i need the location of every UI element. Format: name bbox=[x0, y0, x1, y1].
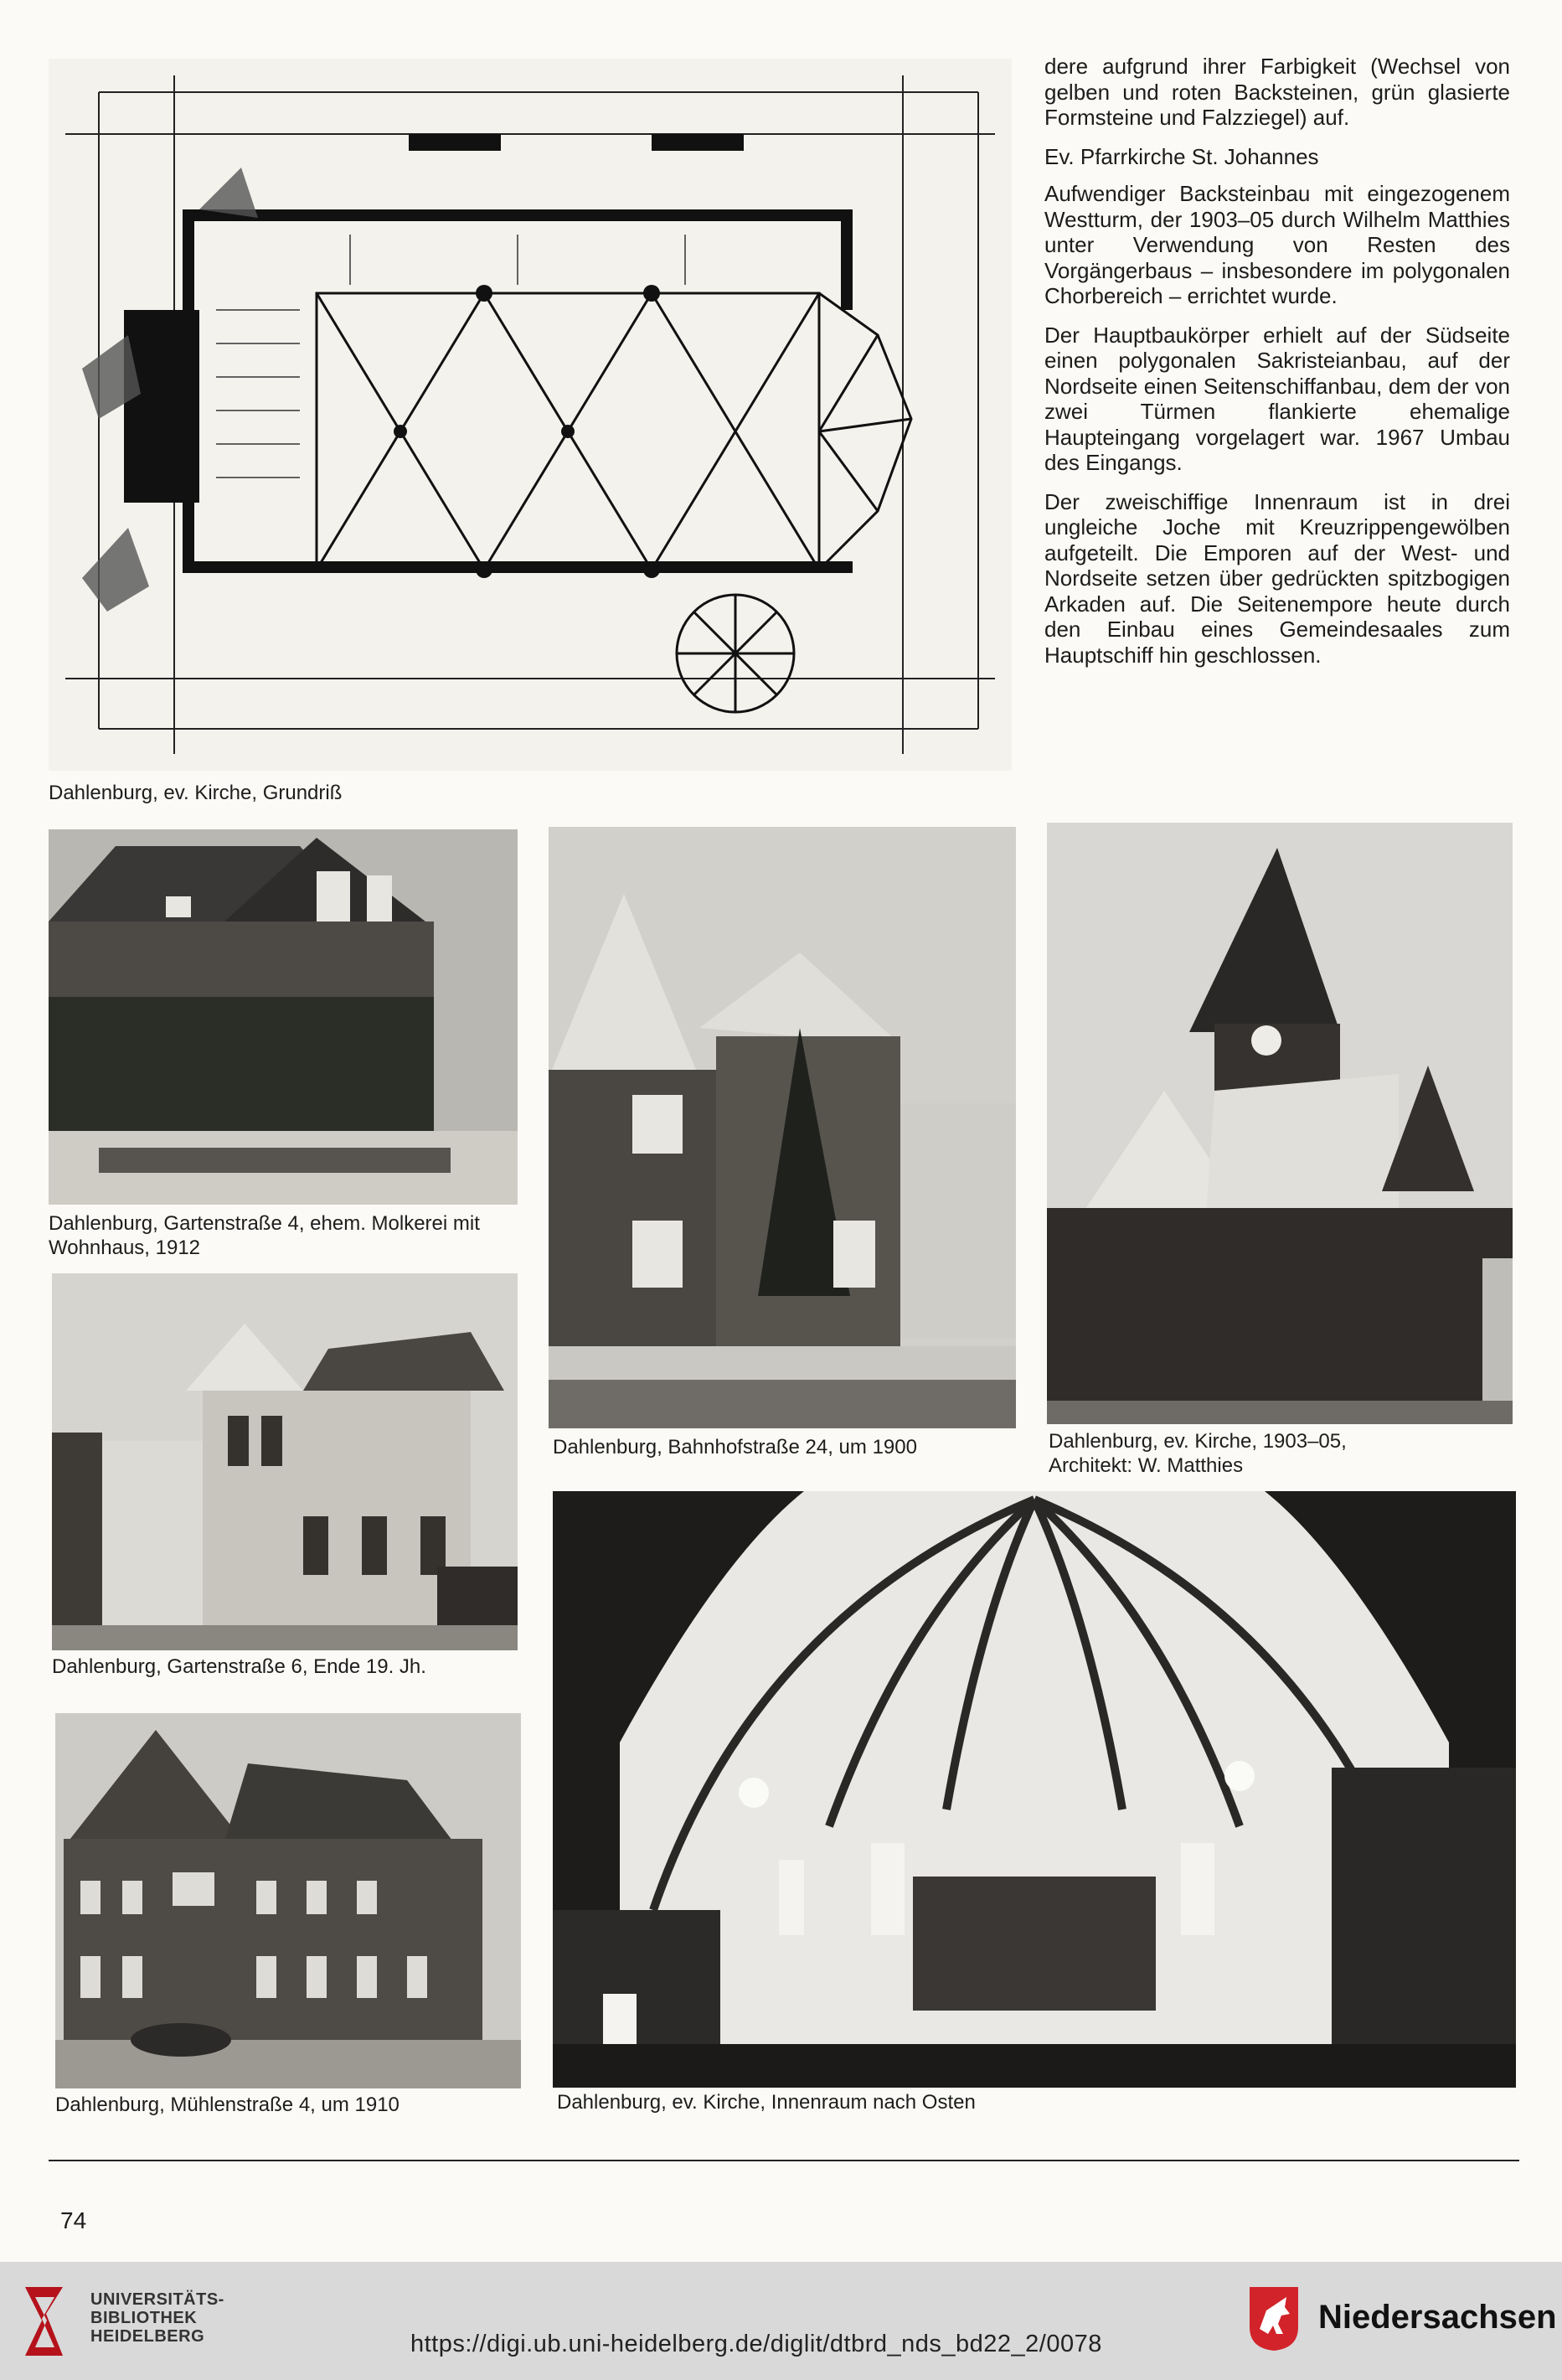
photo-bahnhofstrasse bbox=[549, 827, 1016, 1428]
photo-gartenstrasse-6 bbox=[52, 1273, 518, 1650]
molkerei-caption-line: Wohnhaus, 1912 bbox=[49, 1236, 201, 1259]
article-paragraph-1: Aufwendiger Backsteinbau mit eingezogenem Westturm, der 1903–05 durch Wilhelm Matthies unter Verwendung von Resten des Vorgängerbaus – insbesondere im polygonalen Chorbereich – errichtet wurde. bbox=[1044, 181, 1510, 308]
floorplan-drawing bbox=[49, 59, 1012, 771]
footer-rule bbox=[49, 2160, 1519, 2161]
floorplan-caption: Dahlenburg, ev. Kirche, Grundriß bbox=[49, 782, 343, 804]
article-text bbox=[1044, 54, 1510, 681]
muehlenstrasse-caption: Dahlenburg, Mühlenstraße 4, um 1910 bbox=[55, 2093, 400, 2116]
digitization-footer bbox=[0, 2262, 1562, 2380]
molkerei-caption bbox=[49, 1211, 480, 1260]
photo-molkerei bbox=[49, 829, 518, 1205]
photo-kirche bbox=[1047, 823, 1513, 1424]
university-heidelberg-logo-icon[interactable] bbox=[17, 2280, 75, 2362]
photo-innenraum bbox=[553, 1491, 1516, 2088]
molkerei-caption-line: Dahlenburg, Gartenstraße 4, ehem. Molkerei mit bbox=[49, 1212, 480, 1235]
article-paragraph-2: Der Hauptbaukörper erhielt auf der Südseite einen polygonalen Sakristeianbau, auf der Nordseite einen Seitenschiffanbau, dem der von zwei Türmen flankierte ehemalige Haupteingang vorgelagert war. 1967 Umbau des Eingangs. bbox=[1044, 322, 1510, 475]
library-line: BIBLIOTHEK bbox=[90, 2309, 198, 2327]
article-paragraph-3: Der zweischiffige Innenraum ist in drei ungleiche Joche mit Kreuzrippengewölben aufgeteilt. Die Emporen auf der West- und Nordseite setzen über gedrückten spitzbogigen Arkaden auf. Die Seitenempore heute durch den Einbau eines Gemeindesaales zum Hauptschiff hin geschlossen. bbox=[1044, 488, 1510, 668]
library-line: UNIVERSITÄTS- bbox=[90, 2290, 224, 2309]
gartenstrasse-6-caption: Dahlenburg, Gartenstraße 6, Ende 19. Jh. bbox=[52, 1655, 426, 1678]
kirche-caption-line: Dahlenburg, ev. Kirche, 1903–05, bbox=[1049, 1430, 1347, 1453]
bahnhofstrasse-caption: Dahlenburg, Bahnhofstraße 24, um 1900 bbox=[553, 1436, 917, 1458]
floorplan-image bbox=[49, 59, 1012, 771]
niedersachsen-label[interactable]: Niedersachsen bbox=[1318, 2299, 1557, 2336]
article-intro: dere aufgrund ihrer Farbigkeit (Wechsel von gelben und roten Backsteinen, grün glasierte Formsteine und Falzziegel) auf. bbox=[1044, 54, 1510, 130]
library-name[interactable] bbox=[90, 2290, 224, 2346]
niedersachsen-horse-icon[interactable] bbox=[1248, 2285, 1300, 2352]
page-number: 74 bbox=[60, 2207, 87, 2233]
photo-muehlenstrasse bbox=[55, 1713, 521, 2088]
innenraum-caption: Dahlenburg, ev. Kirche, Innenraum nach Osten bbox=[557, 2091, 976, 2114]
permalink-url[interactable]: https://digi.ub.uni-heidelberg.de/diglit/dtbrd_nds_bd22_2/0078 bbox=[410, 2331, 1102, 2357]
kirche-caption bbox=[1049, 1429, 1347, 1478]
library-line: HEIDELBERG bbox=[90, 2327, 205, 2346]
kirche-caption-line: Architekt: W. Matthies bbox=[1049, 1454, 1244, 1477]
article-heading: Ev. Pfarrkirche St. Johannes bbox=[1044, 143, 1319, 169]
